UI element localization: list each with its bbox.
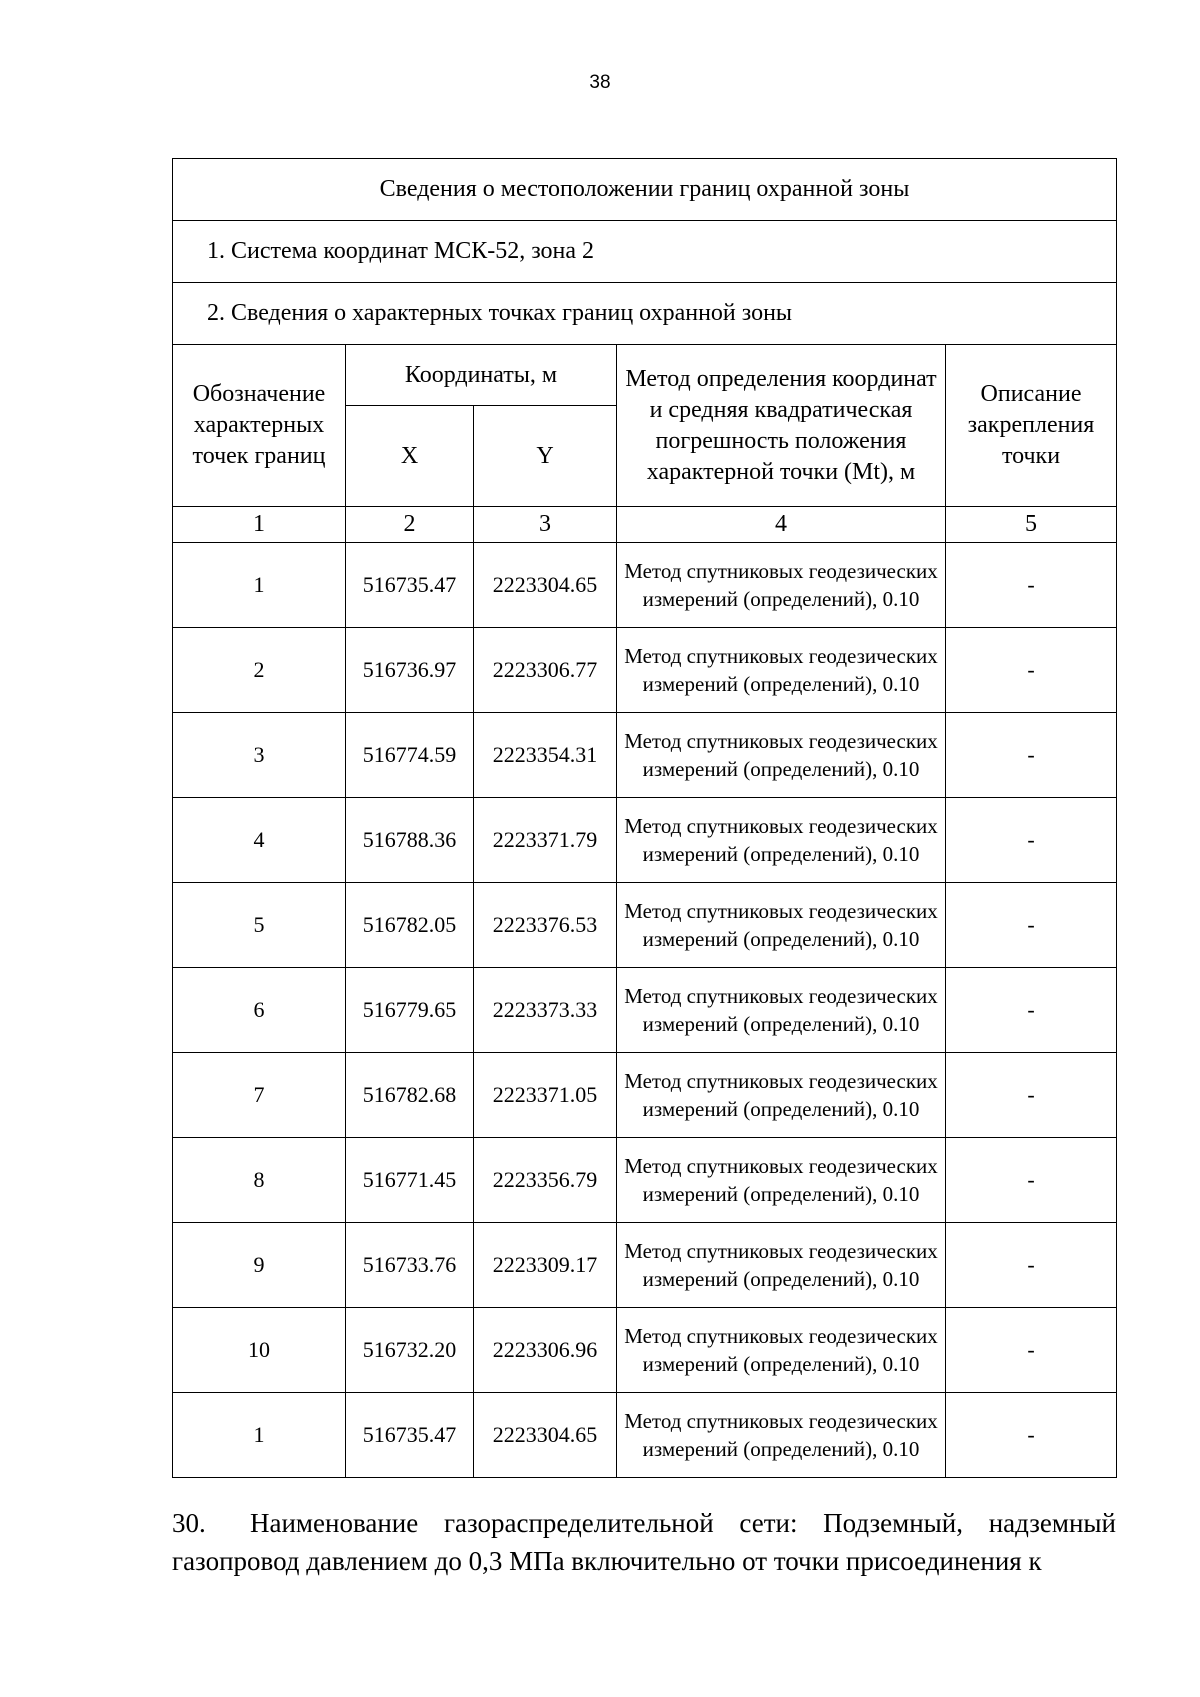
cell-y: 2223304.65 (474, 543, 617, 628)
cell-y: 2223376.53 (474, 883, 617, 968)
paragraph-text: Наименование газораспределительной сети: Подземный, надземный газопровод давлением до 0,3 МПа включительно от точки присоединения к (172, 1508, 1116, 1576)
table-row (173, 1138, 1117, 1223)
cell-x: 516782.05 (346, 883, 474, 968)
cell-description: - (946, 1223, 1117, 1308)
cell-method: Метод спутниковых геодезических измерений (определений), 0.10 (617, 798, 946, 883)
col-number-3: 3 (474, 507, 617, 543)
table-row (173, 968, 1117, 1053)
cell-point: 1 (173, 1393, 346, 1478)
cell-point: 6 (173, 968, 346, 1053)
header-description: Описание закрепления точки (946, 345, 1117, 507)
table-row (173, 543, 1117, 628)
cell-description: - (946, 1138, 1117, 1223)
table-row (173, 1223, 1117, 1308)
cell-x: 516732.20 (346, 1308, 474, 1393)
cell-method: Метод спутниковых геодезических измерений (определений), 0.10 (617, 1223, 946, 1308)
paragraph-30 (172, 1504, 1116, 1580)
cell-y: 2223306.77 (474, 628, 617, 713)
cell-y: 2223371.79 (474, 798, 617, 883)
cell-description: - (946, 628, 1117, 713)
cell-y: 2223304.65 (474, 1393, 617, 1478)
table-row (173, 1393, 1117, 1478)
cell-method: Метод спутниковых геодезических измерений (определений), 0.10 (617, 968, 946, 1053)
cell-y: 2223356.79 (474, 1138, 617, 1223)
table-row (173, 1308, 1117, 1393)
cell-description: - (946, 1393, 1117, 1478)
header-method: Метод определения координат и средняя квадратическая погрешность положения характерной точки (Mt), м (617, 345, 946, 507)
cell-x: 516788.36 (346, 798, 474, 883)
cell-description: - (946, 1308, 1117, 1393)
cell-method: Метод спутниковых геодезических измерений (определений), 0.10 (617, 628, 946, 713)
cell-x: 516782.68 (346, 1053, 474, 1138)
cell-method: Метод спутниковых геодезических измерений (определений), 0.10 (617, 713, 946, 798)
cell-method: Метод спутниковых геодезических измерений (определений), 0.10 (617, 1393, 946, 1478)
cell-description: - (946, 798, 1117, 883)
cell-method: Метод спутниковых геодезических измерений (определений), 0.10 (617, 1053, 946, 1138)
cell-description: - (946, 713, 1117, 798)
cell-point: 7 (173, 1053, 346, 1138)
cell-y: 2223354.31 (474, 713, 617, 798)
cell-x: 516779.65 (346, 968, 474, 1053)
paragraph-number: 30. (172, 1508, 206, 1538)
boundary-points-table (172, 158, 1117, 1478)
cell-method: Метод спутниковых геодезических измерений (определений), 0.10 (617, 1308, 946, 1393)
cell-method: Метод спутниковых геодезических измерений (определений), 0.10 (617, 543, 946, 628)
col-number-5: 5 (946, 507, 1117, 543)
cell-point: 3 (173, 713, 346, 798)
table-row (173, 883, 1117, 968)
table-row (173, 628, 1117, 713)
cell-point: 10 (173, 1308, 346, 1393)
cell-x: 516774.59 (346, 713, 474, 798)
col-number-1: 1 (173, 507, 346, 543)
cell-x: 516771.45 (346, 1138, 474, 1223)
cell-description: - (946, 968, 1117, 1053)
table-row (173, 1053, 1117, 1138)
points-section-row: 2. Сведения о характерных точках границ охранной зоны (173, 283, 1117, 345)
cell-point: 4 (173, 798, 346, 883)
coordinate-system-row: 1. Система координат МСК-52, зона 2 (173, 221, 1117, 283)
cell-description: - (946, 1053, 1117, 1138)
cell-method: Метод спутниковых геодезических измерений (определений), 0.10 (617, 1138, 946, 1223)
cell-x: 516733.76 (346, 1223, 474, 1308)
header-point-designation: Обозначение характерных точек границ (173, 345, 346, 507)
cell-point: 5 (173, 883, 346, 968)
cell-description: - (946, 543, 1117, 628)
table-row (173, 798, 1117, 883)
cell-y: 2223306.96 (474, 1308, 617, 1393)
cell-point: 2 (173, 628, 346, 713)
cell-method: Метод спутниковых геодезических измерений (определений), 0.10 (617, 883, 946, 968)
cell-x: 516736.97 (346, 628, 474, 713)
col-number-2: 2 (346, 507, 474, 543)
cell-y: 2223309.17 (474, 1223, 617, 1308)
cell-x: 516735.47 (346, 543, 474, 628)
header-coordinates: Координаты, м (346, 345, 617, 406)
table-row (173, 713, 1117, 798)
header-x: X (346, 406, 474, 507)
col-number-4: 4 (617, 507, 946, 543)
cell-y: 2223371.05 (474, 1053, 617, 1138)
table-title: Сведения о местоположении границ охранной зоны (173, 159, 1117, 221)
page-number: 38 (589, 72, 611, 93)
cell-point: 9 (173, 1223, 346, 1308)
cell-description: - (946, 883, 1117, 968)
cell-y: 2223373.33 (474, 968, 617, 1053)
cell-x: 516735.47 (346, 1393, 474, 1478)
header-y: Y (474, 406, 617, 507)
cell-point: 8 (173, 1138, 346, 1223)
cell-point: 1 (173, 543, 346, 628)
